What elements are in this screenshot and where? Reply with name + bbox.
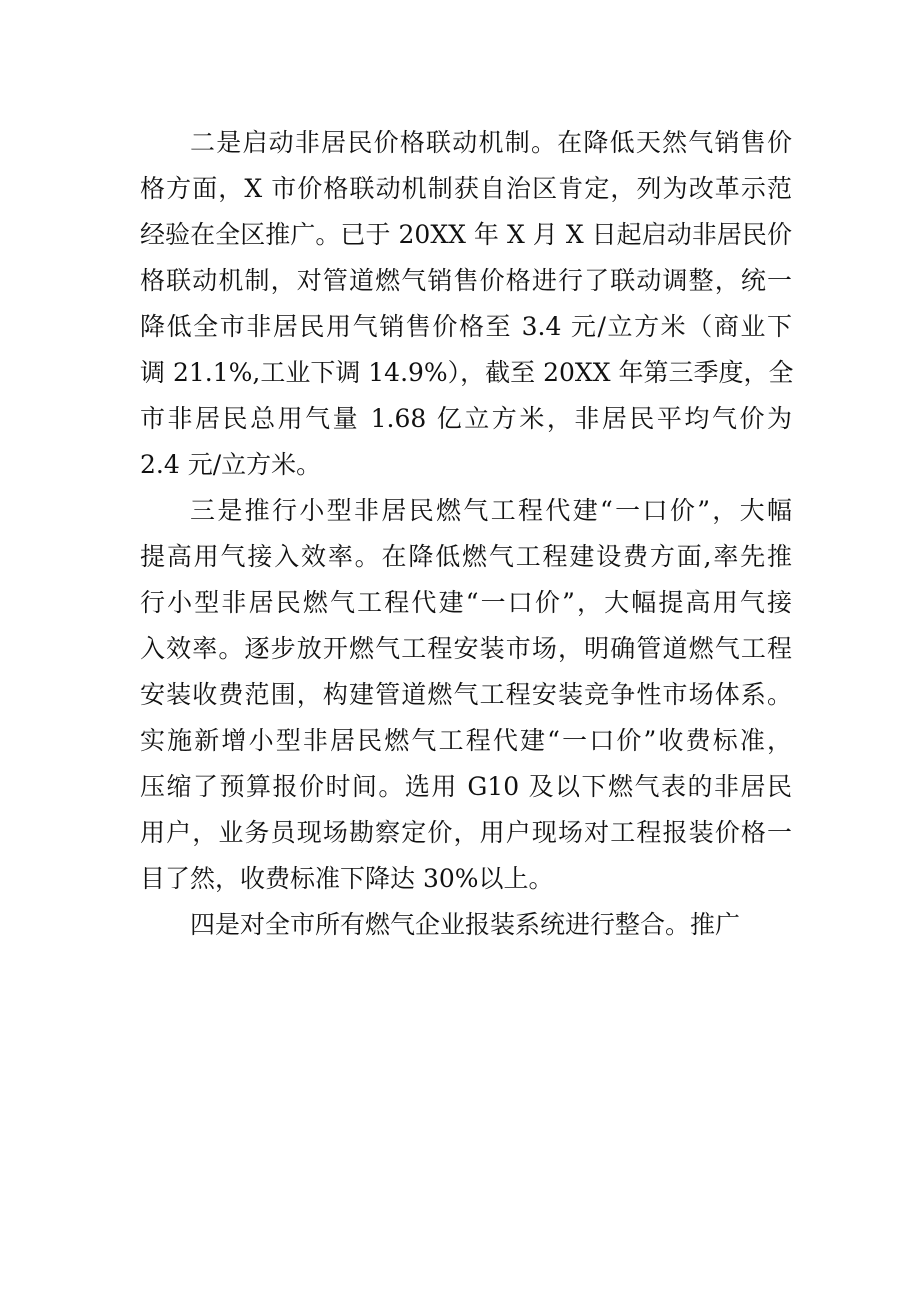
text-line: 四是对全市所有燃气企业报装系统进行整合。推广 <box>190 910 741 939</box>
text-line: 市非居民总用气量 1.68 亿立方米，非居民平均气价为 <box>140 404 792 433</box>
paragraph-one-price-gas-project <box>140 488 792 902</box>
text-line: 格方面，X 市价格联动机制获自治区肯定，列为改革示范 <box>140 174 792 203</box>
text-line: 用户，业务员现场勘察定价，用户现场对工程报装价格一 <box>140 818 792 847</box>
text-line: 三是推行小型非居民燃气工程代建“一口价”，大幅 <box>190 496 792 525</box>
text-line: 调 21.1%,工业下调 14.9%），截至 20XX 年第三季度，全 <box>140 358 794 387</box>
text-line: 降低全市非居民用气销售价格至 3.4 元/立方米（商业下 <box>140 312 792 341</box>
text-line: 实施新增小型非居民燃气工程代建“一口价”收费标准， <box>140 726 792 755</box>
text-line: 格联动机制，对管道燃气销售价格进行了联动调整，统一 <box>140 266 792 295</box>
text-line: 目了然，收费标准下降达 30%以上。 <box>140 864 554 893</box>
text-line: 提高用气接入效率。在降低燃气工程建设费方面,率先推 <box>140 542 792 571</box>
text-line: 入效率。逐步放开燃气工程安装市场，明确管道燃气工程 <box>140 634 792 663</box>
text-line: 2.4 元/立方米。 <box>140 450 322 479</box>
paragraph-system-integration <box>140 902 792 948</box>
paragraph-non-resident-price-linkage <box>140 120 792 488</box>
document-body <box>140 120 792 948</box>
text-line: 安装收费范围，构建管道燃气工程安装竞争性市场体系。 <box>140 680 792 709</box>
text-line: 压缩了预算报价时间。选用 G10 及以下燃气表的非居民 <box>140 772 792 801</box>
text-line: 二是启动非居民价格联动机制。在降低天然气销售价 <box>190 128 792 157</box>
text-line: 行小型非居民燃气工程代建“一口价”，大幅提高用气接 <box>140 588 792 617</box>
text-line: 经验在全区推广。已于 20XX 年 X 月 X 日起启动非居民价 <box>140 220 792 249</box>
